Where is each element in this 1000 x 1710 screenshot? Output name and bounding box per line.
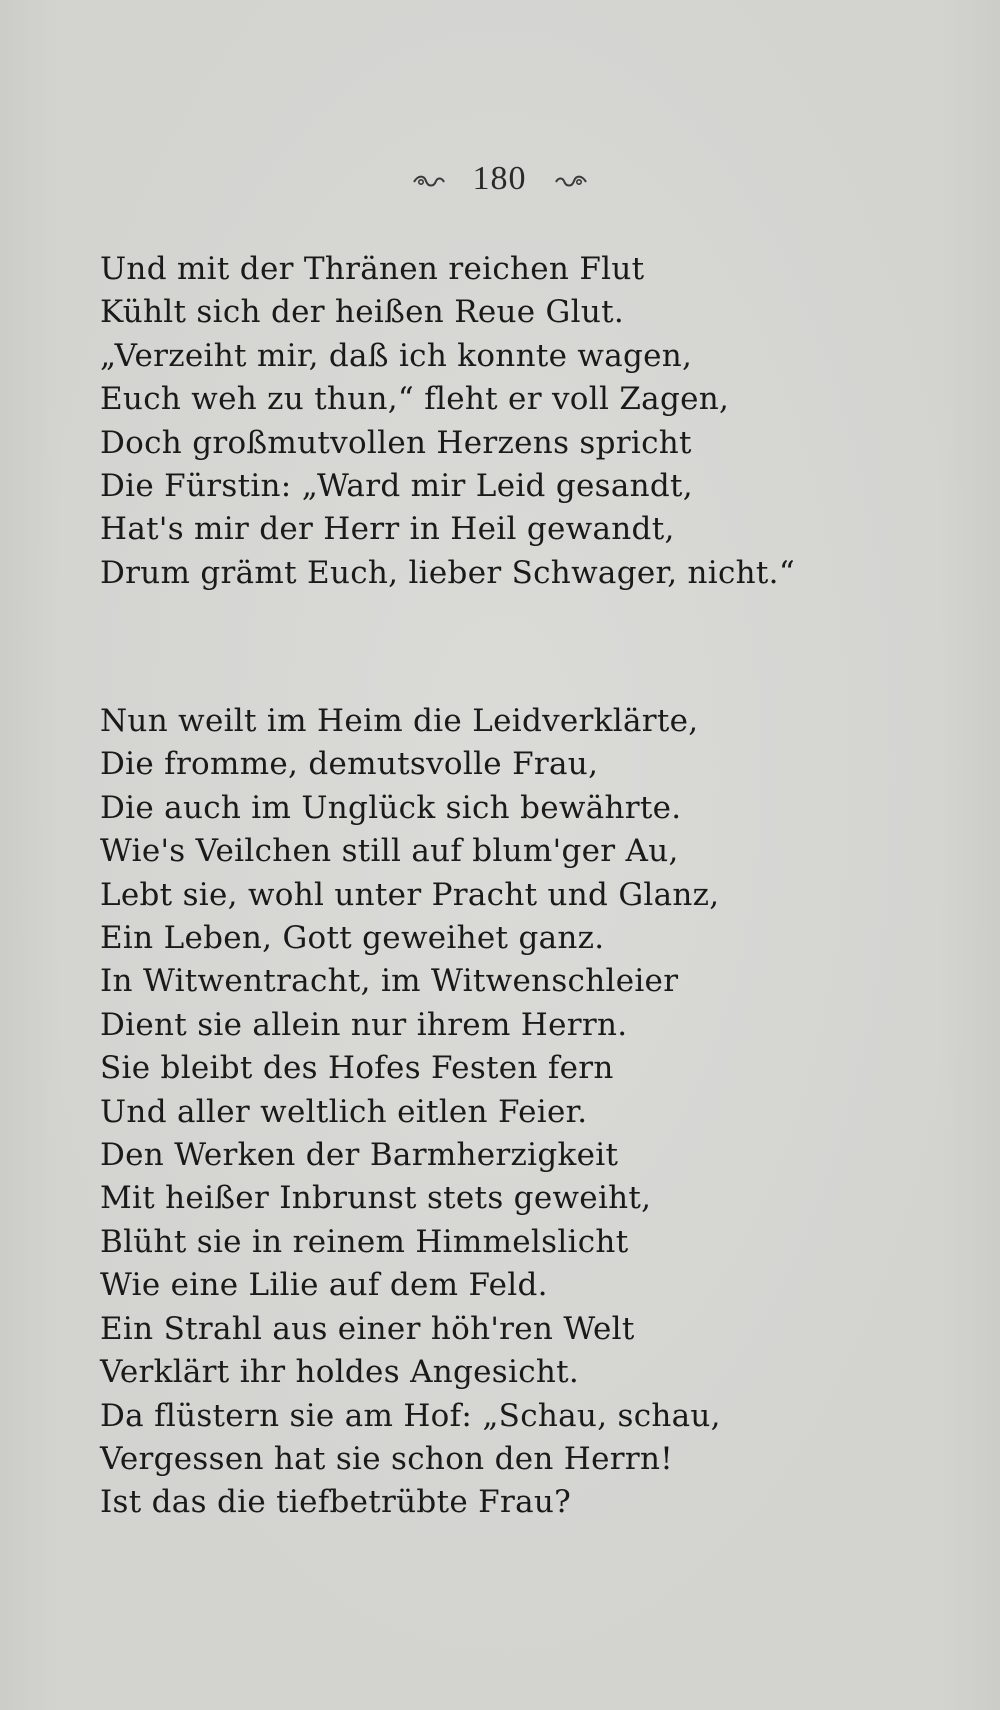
verse-line: Ein Strahl aus einer höh'ren Welt <box>100 1310 635 1347</box>
verse-line: Doch großmutvollen Herzens spricht <box>100 424 692 461</box>
verse-line: Euch weh zu thun,“ fleht er voll Zagen, <box>100 381 730 418</box>
verse-line: Die Fürstin: „Ward mir Leid gesandt, <box>100 468 693 505</box>
stanza-1 <box>100 248 920 595</box>
verse-line: Die fromme, demutsvolle Frau, <box>100 746 599 783</box>
verse-line: Da flüstern sie am Hof: „Schau, schau, <box>100 1397 721 1434</box>
verse-line: Kühlt sich der heißen Reue Glut. <box>100 294 625 331</box>
verse-line: Die auch im Unglück sich bewährte. <box>100 789 682 826</box>
ornament-right-icon <box>554 163 588 196</box>
verse-line: Ist das die tiefbetrübte Frau? <box>100 1484 572 1521</box>
verse-line: Und aller weltlich eitlen Feier. <box>100 1093 588 1130</box>
page-number: 180 <box>472 160 527 197</box>
verse-line: In Witwentracht, im Witwenschleier <box>100 963 679 1000</box>
page-header <box>0 160 1000 198</box>
verse-line: Den Werken der Barmherzigkeit <box>100 1137 619 1174</box>
verse-line: Verklärt ihr holdes Angesicht. <box>100 1354 580 1391</box>
verse-line: Hat's mir der Herr in Heil gewandt, <box>100 511 675 548</box>
verse-line: Mit heißer Inbrunst stets geweiht, <box>100 1180 652 1217</box>
verse-line: Ein Leben, Gott geweihet ganz. <box>100 920 605 957</box>
verse-line: Lebt sie, wohl unter Pracht und Glanz, <box>100 876 720 913</box>
ornament-left-icon <box>412 163 455 196</box>
verse-line: Nun weilt im Heim die Leidverklärte, <box>100 703 699 739</box>
verse-line: Und mit der Thränen reichen Flut <box>100 251 645 287</box>
verse-line: Drum grämt Euch, lieber Schwager, nicht.“ <box>100 554 795 591</box>
verse-line: Wie's Veilchen still auf blum'ger Au, <box>100 833 679 870</box>
verse-line: Wie eine Lilie auf dem Feld. <box>100 1267 548 1304</box>
verse-line: Blüht sie in reinem Himmelslicht <box>100 1223 629 1260</box>
verse-line: Vergessen hat sie schon den Herrn! <box>100 1440 674 1477</box>
stanza-2 <box>100 700 920 1525</box>
verse-line: „Verzeiht mir, daß ich konnte wagen, <box>100 337 693 374</box>
verse-line: Sie bleibt des Hofes Festen fern <box>100 1050 614 1087</box>
verse-line: Dient sie allein nur ihrem Herrn. <box>100 1006 628 1043</box>
